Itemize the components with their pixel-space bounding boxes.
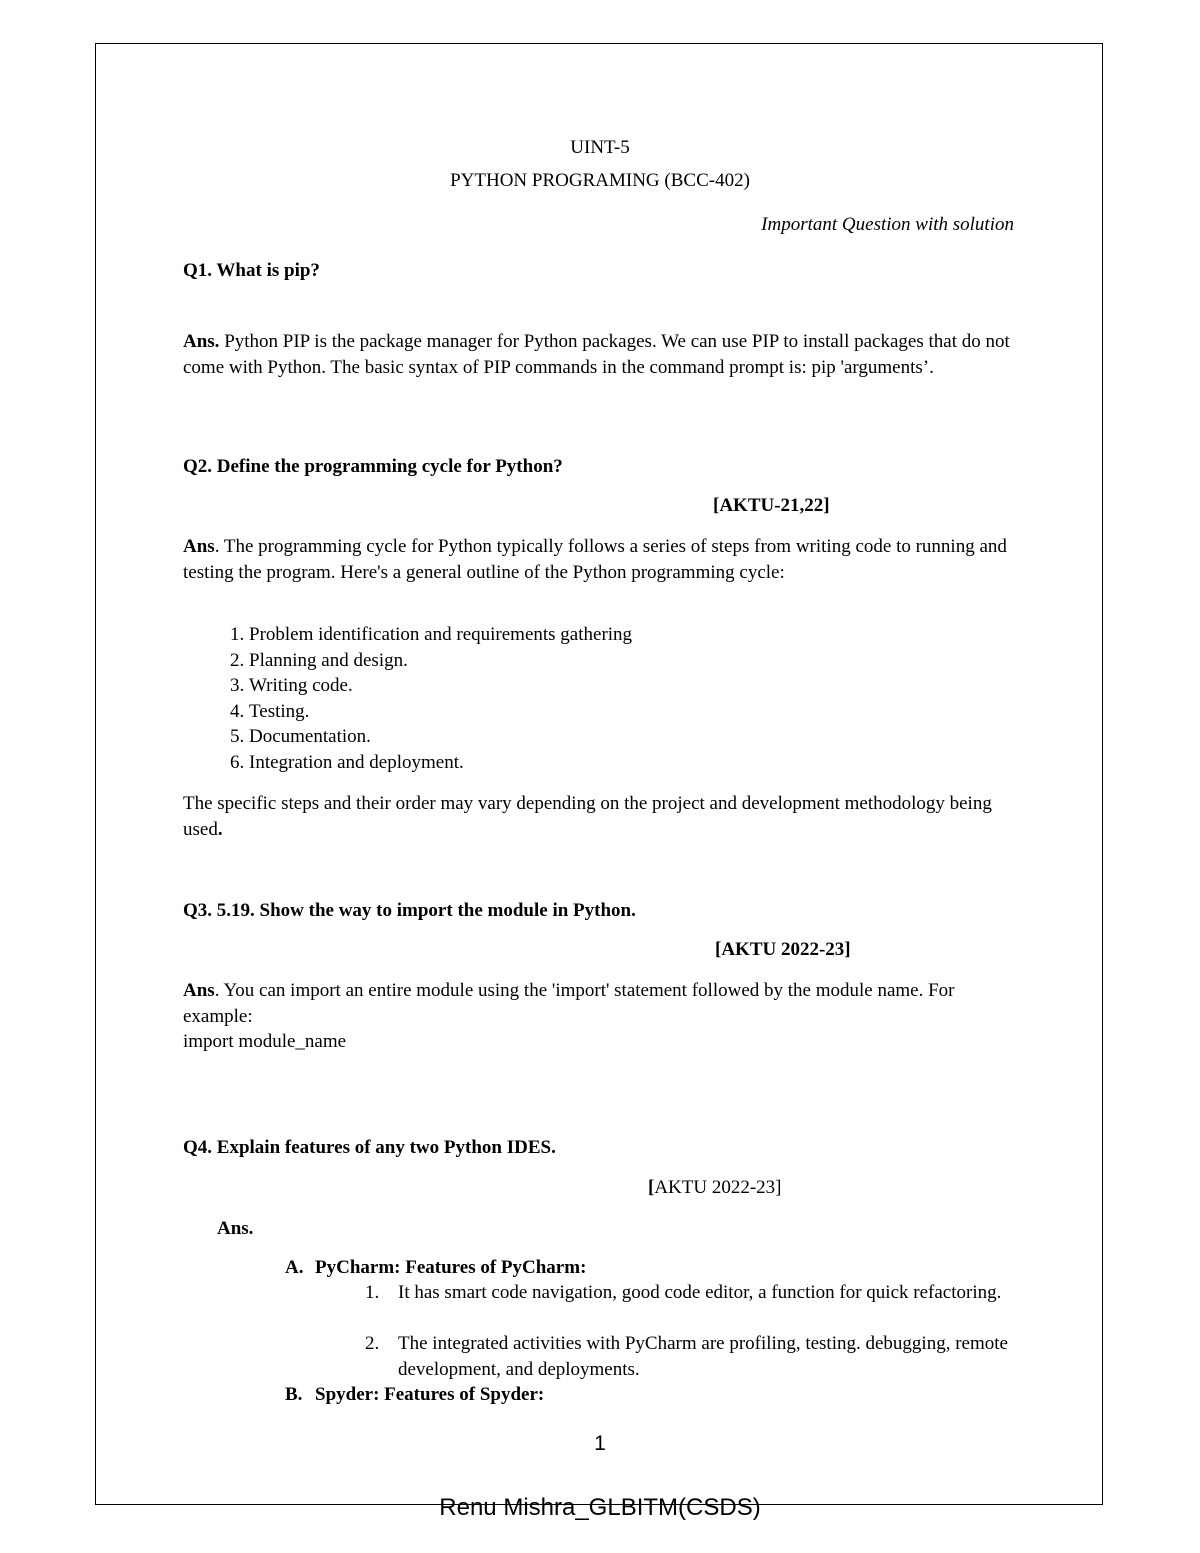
q4-tag-bracket: [	[648, 1177, 655, 1198]
q2-tag: [AKTU-21,22]	[713, 495, 830, 516]
q2-answer	[183, 534, 1013, 585]
list-item: 1. Problem identification and requirements gathering	[249, 622, 632, 648]
page-subtitle: Important Question with solution	[761, 214, 1014, 235]
list-item: 3. Writing code.	[249, 673, 632, 699]
pycharm-feature-1	[365, 1280, 1015, 1306]
page-number: 1	[594, 1432, 606, 1455]
feature-text: It has smart code navigation, good code editor, a function for quick refactoring.	[398, 1282, 1002, 1303]
q1-answer	[183, 329, 1013, 380]
course-title: PYTHON PROGRAMING (BCC-402)	[450, 170, 750, 191]
q4-tag-rest: AKTU 2022-23]	[654, 1177, 782, 1198]
q1-question: Q1. What is pip?	[183, 260, 320, 281]
q1-answer-text: Python PIP is the package manager for Python packages. We can use PIP to install packages that do not come with Python. The basic syntax of PIP commands in the command prompt is: pip 'arguments’.	[183, 331, 1010, 378]
ide-spyder-heading	[285, 1382, 544, 1407]
q3-question: Q3. 5.19. Show the way to import the module in Python.	[183, 900, 636, 921]
feature-number: 1.	[365, 1282, 380, 1303]
list-item: 6. Integration and deployment.	[249, 750, 632, 776]
ide-letter: B.	[285, 1384, 303, 1405]
feature-text: The integrated activities with PyCharm are profiling, testing. debugging, remote development, and deployments.	[398, 1333, 1008, 1380]
q4-tag	[648, 1175, 782, 1200]
q1-ans-label: Ans.	[183, 331, 220, 352]
q3-ans-label: Ans	[183, 980, 215, 1001]
q4-ans-label: Ans.	[217, 1218, 254, 1239]
q3-answer-text: . You can import an entire module using the 'import' statement followed by the module name. For example:	[183, 980, 955, 1027]
list-item: 5. Documentation.	[249, 724, 632, 750]
unit-title: UINT-5	[570, 137, 630, 158]
ide-title: Spyder: Features of Spyder:	[315, 1384, 545, 1405]
q2-closing-text: The specific steps and their order may vary depending on the project and development methodology being used	[183, 793, 992, 840]
q2-steps-list	[183, 622, 632, 775]
ide-letter: A.	[285, 1257, 304, 1278]
q2-question: Q2. Define the programming cycle for Python?	[183, 456, 563, 477]
q2-closing	[183, 791, 1013, 842]
ide-pycharm-heading	[285, 1255, 586, 1280]
q2-answer-text: . The programming cycle for Python typically follows a series of steps from writing code to running and testing the program. Here's a general outline of the Python programming cycle:	[183, 536, 1007, 583]
feature-number: 2.	[365, 1333, 380, 1354]
q2-closing-end: .	[217, 818, 223, 840]
q4-question: Q4. Explain features of any two Python IDES.	[183, 1137, 556, 1158]
q3-code: import module_name	[183, 1031, 347, 1052]
footer-author: Renu Mishra_GLBITM(CSDS)	[439, 1494, 761, 1521]
list-item: 2. Planning and design.	[249, 648, 632, 674]
list-item: 4. Testing.	[249, 699, 632, 725]
q2-ans-label: Ans	[183, 536, 215, 557]
ide-title: PyCharm: Features of PyCharm:	[315, 1257, 587, 1278]
pycharm-feature-2	[365, 1331, 1015, 1382]
q3-tag: [AKTU 2022-23]	[715, 939, 851, 960]
q3-answer	[183, 978, 1013, 1029]
